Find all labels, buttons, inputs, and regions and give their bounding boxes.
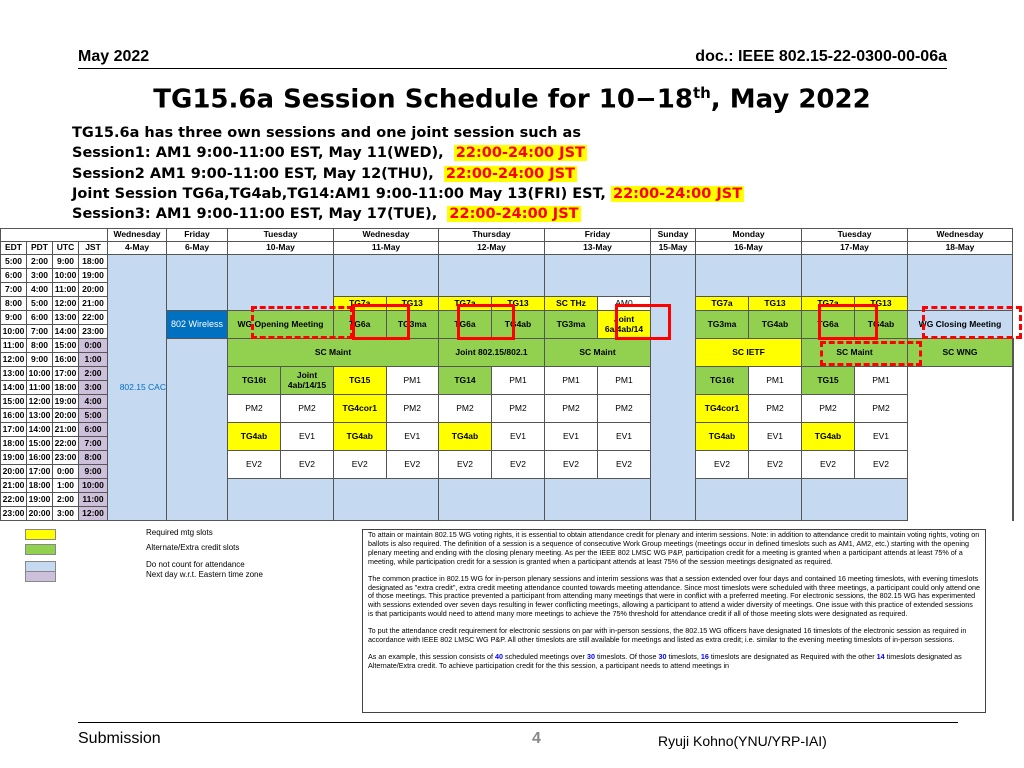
time-cell: 9:00	[79, 465, 108, 479]
page-title	[0, 84, 1024, 115]
legend-label: Do not count for attendance	[146, 560, 245, 569]
slot-wed11-am0: TG7a	[334, 297, 387, 311]
time-cell: 21:00	[79, 297, 108, 311]
day-name: Friday	[167, 229, 228, 242]
slot-wed11-pm2: TG4cor1	[334, 395, 387, 423]
slot-wed11-am1: TG6a	[334, 311, 387, 339]
note-p4-num: 16	[700, 651, 709, 661]
slot-fri13-ev1: EV1	[598, 423, 651, 451]
time-cell: 20:00	[27, 507, 53, 521]
time-cell: 4:00	[79, 395, 108, 409]
legend-swatch	[25, 544, 56, 555]
note-p4-text: timeslots,	[666, 651, 701, 661]
slot-wed11-ev1: TG4ab	[334, 423, 387, 451]
slot-thu12-pm2: PM2	[439, 395, 492, 423]
time-cell: 5:00	[1, 255, 27, 269]
time-cell: 15:00	[53, 339, 79, 353]
slot-wed11-ev2: EV2	[334, 451, 387, 479]
time-cell: 12:00	[27, 395, 53, 409]
time-cell: 8:00	[79, 451, 108, 465]
time-cell: 20:00	[1, 465, 27, 479]
fri13-blank-bottom	[545, 479, 651, 521]
time-cell: 13:00	[27, 409, 53, 423]
time-cell: 23:00	[79, 325, 108, 339]
time-cell: 9:00	[1, 311, 27, 325]
time-cell: 17:00	[53, 367, 79, 381]
time-cell: 18:00	[53, 381, 79, 395]
slot-fri13-ev2: EV2	[545, 451, 598, 479]
slot-tue10-am2: SC Maint	[228, 339, 439, 367]
slot-mon16-ev1: TG4ab	[696, 423, 749, 451]
mon16-blank	[696, 255, 802, 297]
note-p4-text: timeslots are designated as Required with the other	[708, 651, 877, 661]
time-cell: 8:00	[1, 297, 27, 311]
slot-tue10-pm1: Joint 4ab/14/15	[281, 367, 334, 395]
note-p4-text: scheduled meetings over	[503, 651, 587, 661]
day-name: Sunday	[651, 229, 696, 242]
time-cell: 23:00	[53, 451, 79, 465]
slot-fri13-am0: SC THz	[545, 297, 598, 311]
intro-session3-jst: 22:00-24:00 JST	[449, 206, 579, 223]
time-cell: 7:00	[1, 283, 27, 297]
slot-mon16-pm1: PM1	[749, 367, 802, 395]
slot-mon16-am0: TG7a	[696, 297, 749, 311]
slot-tue10-ev1: TG4ab	[228, 423, 281, 451]
time-cell: 2:00	[53, 493, 79, 507]
slot-fri13-pm2: PM2	[598, 395, 651, 423]
time-cell: 20:00	[53, 409, 79, 423]
time-cell: 6:00	[1, 269, 27, 283]
mon16-blank-bottom	[696, 479, 802, 521]
slot-fri13-pm1: PM1	[598, 367, 651, 395]
time-cell: 3:00	[53, 507, 79, 521]
legend-label: Next day w.r.t. Eastern time zone	[146, 570, 263, 579]
slot-fri13-pm2: PM2	[545, 395, 598, 423]
slot-thu12-am1: TG4ab	[492, 311, 545, 339]
title-sup: th	[692, 84, 711, 102]
footer-submission: Submission	[78, 730, 161, 747]
day-name: Tuesday	[802, 229, 908, 242]
time-cell: 16:00	[27, 451, 53, 465]
time-cell: 17:00	[1, 423, 27, 437]
time-cell: 11:00	[79, 493, 108, 507]
time-cell: 15:00	[27, 437, 53, 451]
slot-tue17-am1: TG6a	[802, 311, 855, 339]
day-name: Wednesday	[908, 229, 1013, 242]
time-cell: 10:00	[79, 479, 108, 493]
time-cell: 11:00	[53, 283, 79, 297]
slot-tue17-ev1: TG4ab	[802, 423, 855, 451]
time-cell: 22:00	[1, 493, 27, 507]
time-cell: 0:00	[79, 339, 108, 353]
intro-session1: Session1: AM1 9:00-11:00 EST, May 11(WED),	[72, 145, 444, 162]
wed4-column	[108, 255, 167, 521]
time-cell: 8:00	[27, 339, 53, 353]
title-main: TG15.6a Session Schedule for 10−18	[153, 84, 693, 115]
time-cell: 18:00	[79, 255, 108, 269]
slot-tue10-pm1: TG16t	[228, 367, 281, 395]
header-date: May 2022	[78, 48, 150, 65]
slot-fri13-am1: TG3ma	[545, 311, 598, 339]
slot-mon16-am2: SC Maint	[802, 339, 908, 367]
note-paragraph-2: The common practice in 802.15 WG for in-person plenary sessions and interim sessions was that a session extended over four days and contained 16 meeting timeslots, with evening timeslots designated as "extra credit", extra credit meeting attendance counted towards meeting attendance. Since most timeslots were scheduled with three meetings, a participant could only attend one of those meetings. This practice prevented a participant from attending many meetings that were in conflict with a preferred meeting. For electronic sessions, the 802.15 WG has experimented with sessions extended over seven days resulting in fewer conflicting meetings, allowing a participant to attend a wider diversity of meetings. One issue with this practice of extended sessions is that participants would need to attend many more meetings to achieve the 75% threshold for attendance credit if all of those meeting slots were designated as required.	[368, 573, 980, 619]
slot-tue10-ev2: EV2	[281, 451, 334, 479]
legend-swatch	[25, 571, 56, 582]
time-zone-header: JST	[79, 242, 108, 255]
tue10-blank-bottom	[228, 479, 334, 521]
slot-thu12-am2: SC Maint	[545, 339, 651, 367]
note-p4-num: 30	[658, 651, 667, 661]
time-cell: 13:00	[1, 367, 27, 381]
slot-wg-closing: WG Closing Meeting	[908, 311, 1013, 339]
wed11-blank	[334, 255, 439, 297]
time-cell: 17:00	[27, 465, 53, 479]
slot-tue10-ev1: EV1	[281, 423, 334, 451]
slot-mon16-am1: TG3ma	[696, 311, 749, 339]
slot-mon16-pm2: TG4cor1	[696, 395, 749, 423]
time-cell: 19:00	[1, 451, 27, 465]
time-header-blank	[1, 229, 108, 242]
slot-mon16-am1: TG4ab	[749, 311, 802, 339]
slot-wed11-pm1: TG15	[334, 367, 387, 395]
time-cell: 9:00	[27, 353, 53, 367]
slot-mon16-pm1: TG16t	[696, 367, 749, 395]
time-cell: 10:00	[27, 367, 53, 381]
slot-tue17-pm1: PM1	[855, 367, 908, 395]
time-zone-header: PDT	[27, 242, 53, 255]
time-cell: 6:00	[27, 311, 53, 325]
slot-wed11-ev1: EV1	[386, 423, 439, 451]
slot-tue17-pm2: PM2	[855, 395, 908, 423]
time-cell: 1:00	[53, 479, 79, 493]
note-paragraph-1: To attain or maintain 802.15 WG voting rights, it is essential to obtain attendance credit for plenary and interim sessions. Note: in addition to attendance credit to maintain voting rights, voting on ballots is also required. The definition of a session is a sequence of consecutive Work Group meetings (meetings occur in defined timeslots such as AM1, AM2, etc.) starting with the opening plenary meeting and ending with the closing plenary meeting. As per the IEEE 802 LMSC WG P&P, participation credit for a meeting is granted when a participant attends at least 75% of a meeting, while participation credit for a session is granted when a participant attends at least 75% of the session meetings designated as required.	[368, 530, 980, 566]
tue17-blank	[802, 255, 908, 297]
intro-session2-jst: 22:00-24:00 JST	[445, 165, 575, 182]
time-cell: 3:00	[27, 269, 53, 283]
slot-wg-opening: WG Opening Meeting	[228, 311, 334, 339]
slot-mon16-pm2: PM2	[749, 395, 802, 423]
slot-thu12-pm1: PM1	[492, 367, 545, 395]
note-paragraph-4	[368, 653, 980, 671]
slot-fri13-joint: Joint 6a/4ab/14	[598, 311, 651, 339]
slot-wed11-am2: Joint 802.15/802.1	[439, 339, 545, 367]
time-cell: 9:00	[53, 255, 79, 269]
time-cell: 19:00	[79, 269, 108, 283]
slot-wed11-pm2: PM2	[386, 395, 439, 423]
time-cell: 18:00	[27, 479, 53, 493]
intro-text	[72, 123, 744, 224]
tue10-blank	[228, 255, 334, 311]
schedule-grid	[0, 228, 1024, 520]
slot-tue17-ev2: EV2	[802, 451, 855, 479]
intro-session3: Session3: AM1 9:00-11:00 EST, May 17(TUE),	[72, 206, 438, 223]
slot-thu12-ev2: EV2	[492, 451, 545, 479]
time-cell: 21:00	[53, 423, 79, 437]
intro-line-2	[72, 143, 744, 163]
footer-author: Ryuji Kohno(YNU/YRP-IAI)	[658, 733, 827, 749]
day-name: Wednesday	[108, 229, 167, 242]
day-name: Friday	[545, 229, 651, 242]
day-date: 4-May	[108, 242, 167, 255]
slot-thu12-pm1: TG14	[439, 367, 492, 395]
note-p4-text: timeslots. Of those	[594, 651, 659, 661]
fri6-blank-top	[167, 255, 228, 311]
slot-thu12-ev1: EV1	[492, 423, 545, 451]
time-cell: 20:00	[79, 283, 108, 297]
time-cell: 19:00	[53, 395, 79, 409]
day-name: Tuesday	[228, 229, 334, 242]
note-p4-num: 40	[495, 651, 504, 661]
footer-divider	[78, 722, 958, 723]
time-cell: 19:00	[27, 493, 53, 507]
time-cell: 15:00	[1, 395, 27, 409]
thu12-blank	[439, 255, 545, 297]
legend-label: Alternate/Extra credit slots	[146, 543, 240, 552]
slot-mon16-ev2: EV2	[696, 451, 749, 479]
time-cell: 14:00	[27, 423, 53, 437]
day-date: 11-May	[334, 242, 439, 255]
time-cell: 1:00	[79, 353, 108, 367]
slot-mon16-ev1: EV1	[749, 423, 802, 451]
slot-wed11-ev2: EV2	[386, 451, 439, 479]
time-cell: 16:00	[1, 409, 27, 423]
time-cell: 14:00	[1, 381, 27, 395]
time-cell: 16:00	[53, 353, 79, 367]
slot-fri13-pm1: PM1	[545, 367, 598, 395]
time-cell: 10:00	[53, 269, 79, 283]
intro-line-4	[72, 184, 744, 204]
time-zone-header: UTC	[53, 242, 79, 255]
slot-tue10-pm2: PM2	[281, 395, 334, 423]
wed18-blank	[908, 255, 1013, 311]
wed4-cac-label: 802.15 CAC	[119, 381, 166, 392]
time-cell: 14:00	[53, 325, 79, 339]
wed18-blank-bottom	[1013, 339, 1014, 521]
time-cell: 23:00	[1, 507, 27, 521]
tue17-blank-bottom	[802, 479, 908, 521]
time-zone-header: EDT	[1, 242, 27, 255]
slot-tue17-pm2: PM2	[802, 395, 855, 423]
day-date: 6-May	[167, 242, 228, 255]
slot-fri13-ev1: EV1	[545, 423, 598, 451]
slot-fri13-am2: SC IETF	[696, 339, 802, 367]
slot-wed11-am1: TG3ma	[386, 311, 439, 339]
day-date: 16-May	[696, 242, 802, 255]
time-cell: 22:00	[53, 437, 79, 451]
slot-tue17-am1: TG4ab	[855, 311, 908, 339]
note-p4-text: timeslots designated as Alternate/Extra credit. To achieve participation credit for the this session, a participant needs to attend meetings in	[368, 651, 962, 670]
intro-session1-jst: 22:00-24:00 JST	[455, 145, 585, 162]
day-name: Thursday	[439, 229, 545, 242]
time-cell: 7:00	[27, 325, 53, 339]
time-cell: 7:00	[79, 437, 108, 451]
fri13-blank	[545, 255, 651, 297]
day-name: Wednesday	[334, 229, 439, 242]
time-cell: 12:00	[53, 297, 79, 311]
title-tail: , May 2022	[710, 84, 871, 115]
sun15-column	[651, 255, 696, 521]
day-date: 18-May	[908, 242, 1013, 255]
slot-thu12-am1: TG6a	[439, 311, 492, 339]
time-cell: 2:00	[27, 255, 53, 269]
time-cell: 11:00	[27, 381, 53, 395]
slot-wed11-am0: TG13	[386, 297, 439, 311]
attendance-note	[362, 529, 986, 713]
slot-thu12-am0: TG13	[492, 297, 545, 311]
day-date: 17-May	[802, 242, 908, 255]
time-cell: 22:00	[79, 311, 108, 325]
time-cell: 12:00	[1, 353, 27, 367]
time-cell: 12:00	[79, 507, 108, 521]
note-p4-num: 30	[586, 651, 595, 661]
slot-tue17-am2: SC WNG	[908, 339, 1013, 367]
time-cell: 3:00	[79, 381, 108, 395]
note-paragraph-3: To put the attendance credit requirement for electronic sessions on par with in-person sessions, the 802.15 WG officers have designated 16 timeslots of the electronic session as required in accordance with IEEE 802 LMSC WG P&P. All other timeslots are still available for meetings and listed as extra credit; i.e. similar to the evening meeting timeslots of in-person sessions.	[368, 626, 967, 645]
slot-tue17-am0: TG7a	[802, 297, 855, 311]
time-cell: 6:00	[79, 423, 108, 437]
legend-swatch	[25, 529, 56, 540]
slot-tue17-ev2: EV2	[855, 451, 908, 479]
legend-label: Required mtg slots	[146, 528, 213, 537]
slot-tue10-pm2: PM2	[228, 395, 281, 423]
intro-line-5	[72, 204, 744, 224]
slot-mon16-ev2: EV2	[749, 451, 802, 479]
time-cell: 0:00	[53, 465, 79, 479]
day-date: 12-May	[439, 242, 545, 255]
intro-line-1: TG15.6a has three own sessions and one joint session such as	[72, 125, 581, 141]
time-cell: 21:00	[1, 479, 27, 493]
slot-tue17-am0: TG13	[855, 297, 908, 311]
wed11-blank-bottom	[334, 479, 439, 521]
time-cell: 5:00	[27, 297, 53, 311]
day-name: Monday	[696, 229, 802, 242]
slot-tue17-pm1: TG15	[802, 367, 855, 395]
slot-mon16-am0: TG13	[749, 297, 802, 311]
intro-joint-jst: 22:00-24:00 JST	[613, 185, 743, 202]
day-date: 13-May	[545, 242, 651, 255]
note-p4-text: As an example, this session consists of	[368, 651, 496, 661]
time-cell: 18:00	[1, 437, 27, 451]
page-number: 4	[532, 730, 541, 747]
day-date: 15-May	[651, 242, 696, 255]
header-divider	[78, 68, 947, 69]
slot-thu12-ev1: TG4ab	[439, 423, 492, 451]
slot-thu12-am0: TG7a	[439, 297, 492, 311]
slot-tue10-ev2: EV2	[228, 451, 281, 479]
intro-session2: Session2 AM1 9:00-11:00 EST, May 12(THU),	[72, 165, 434, 182]
time-cell: 2:00	[79, 367, 108, 381]
fri6-blank-bottom	[167, 339, 228, 521]
slot-wed11-pm1: PM1	[386, 367, 439, 395]
time-cell: 5:00	[79, 409, 108, 423]
time-cell: 13:00	[53, 311, 79, 325]
note-p4-num: 14	[876, 651, 885, 661]
slot-thu12-ev2: EV2	[439, 451, 492, 479]
intro-line-3	[72, 164, 744, 184]
thu12-blank-bottom	[439, 479, 545, 521]
time-cell: 10:00	[1, 325, 27, 339]
time-cell: 4:00	[27, 283, 53, 297]
time-cell: 11:00	[1, 339, 27, 353]
header-doc-id: doc.: IEEE 802.15-22-0300-00-06a	[695, 48, 947, 65]
intro-joint: Joint Session TG6a,TG4ab,TG14:AM1 9:00-11:00 May 13(FRI) EST,	[72, 185, 606, 202]
slot-fri13-ev2: EV2	[598, 451, 651, 479]
day-date: 10-May	[228, 242, 334, 255]
slot-tue17-ev1: EV1	[855, 423, 908, 451]
slot-fri6-802-wireless: 802 Wireless	[167, 311, 228, 339]
slot-fri13-am0: AM0	[598, 297, 651, 311]
slot-thu12-pm2: PM2	[492, 395, 545, 423]
